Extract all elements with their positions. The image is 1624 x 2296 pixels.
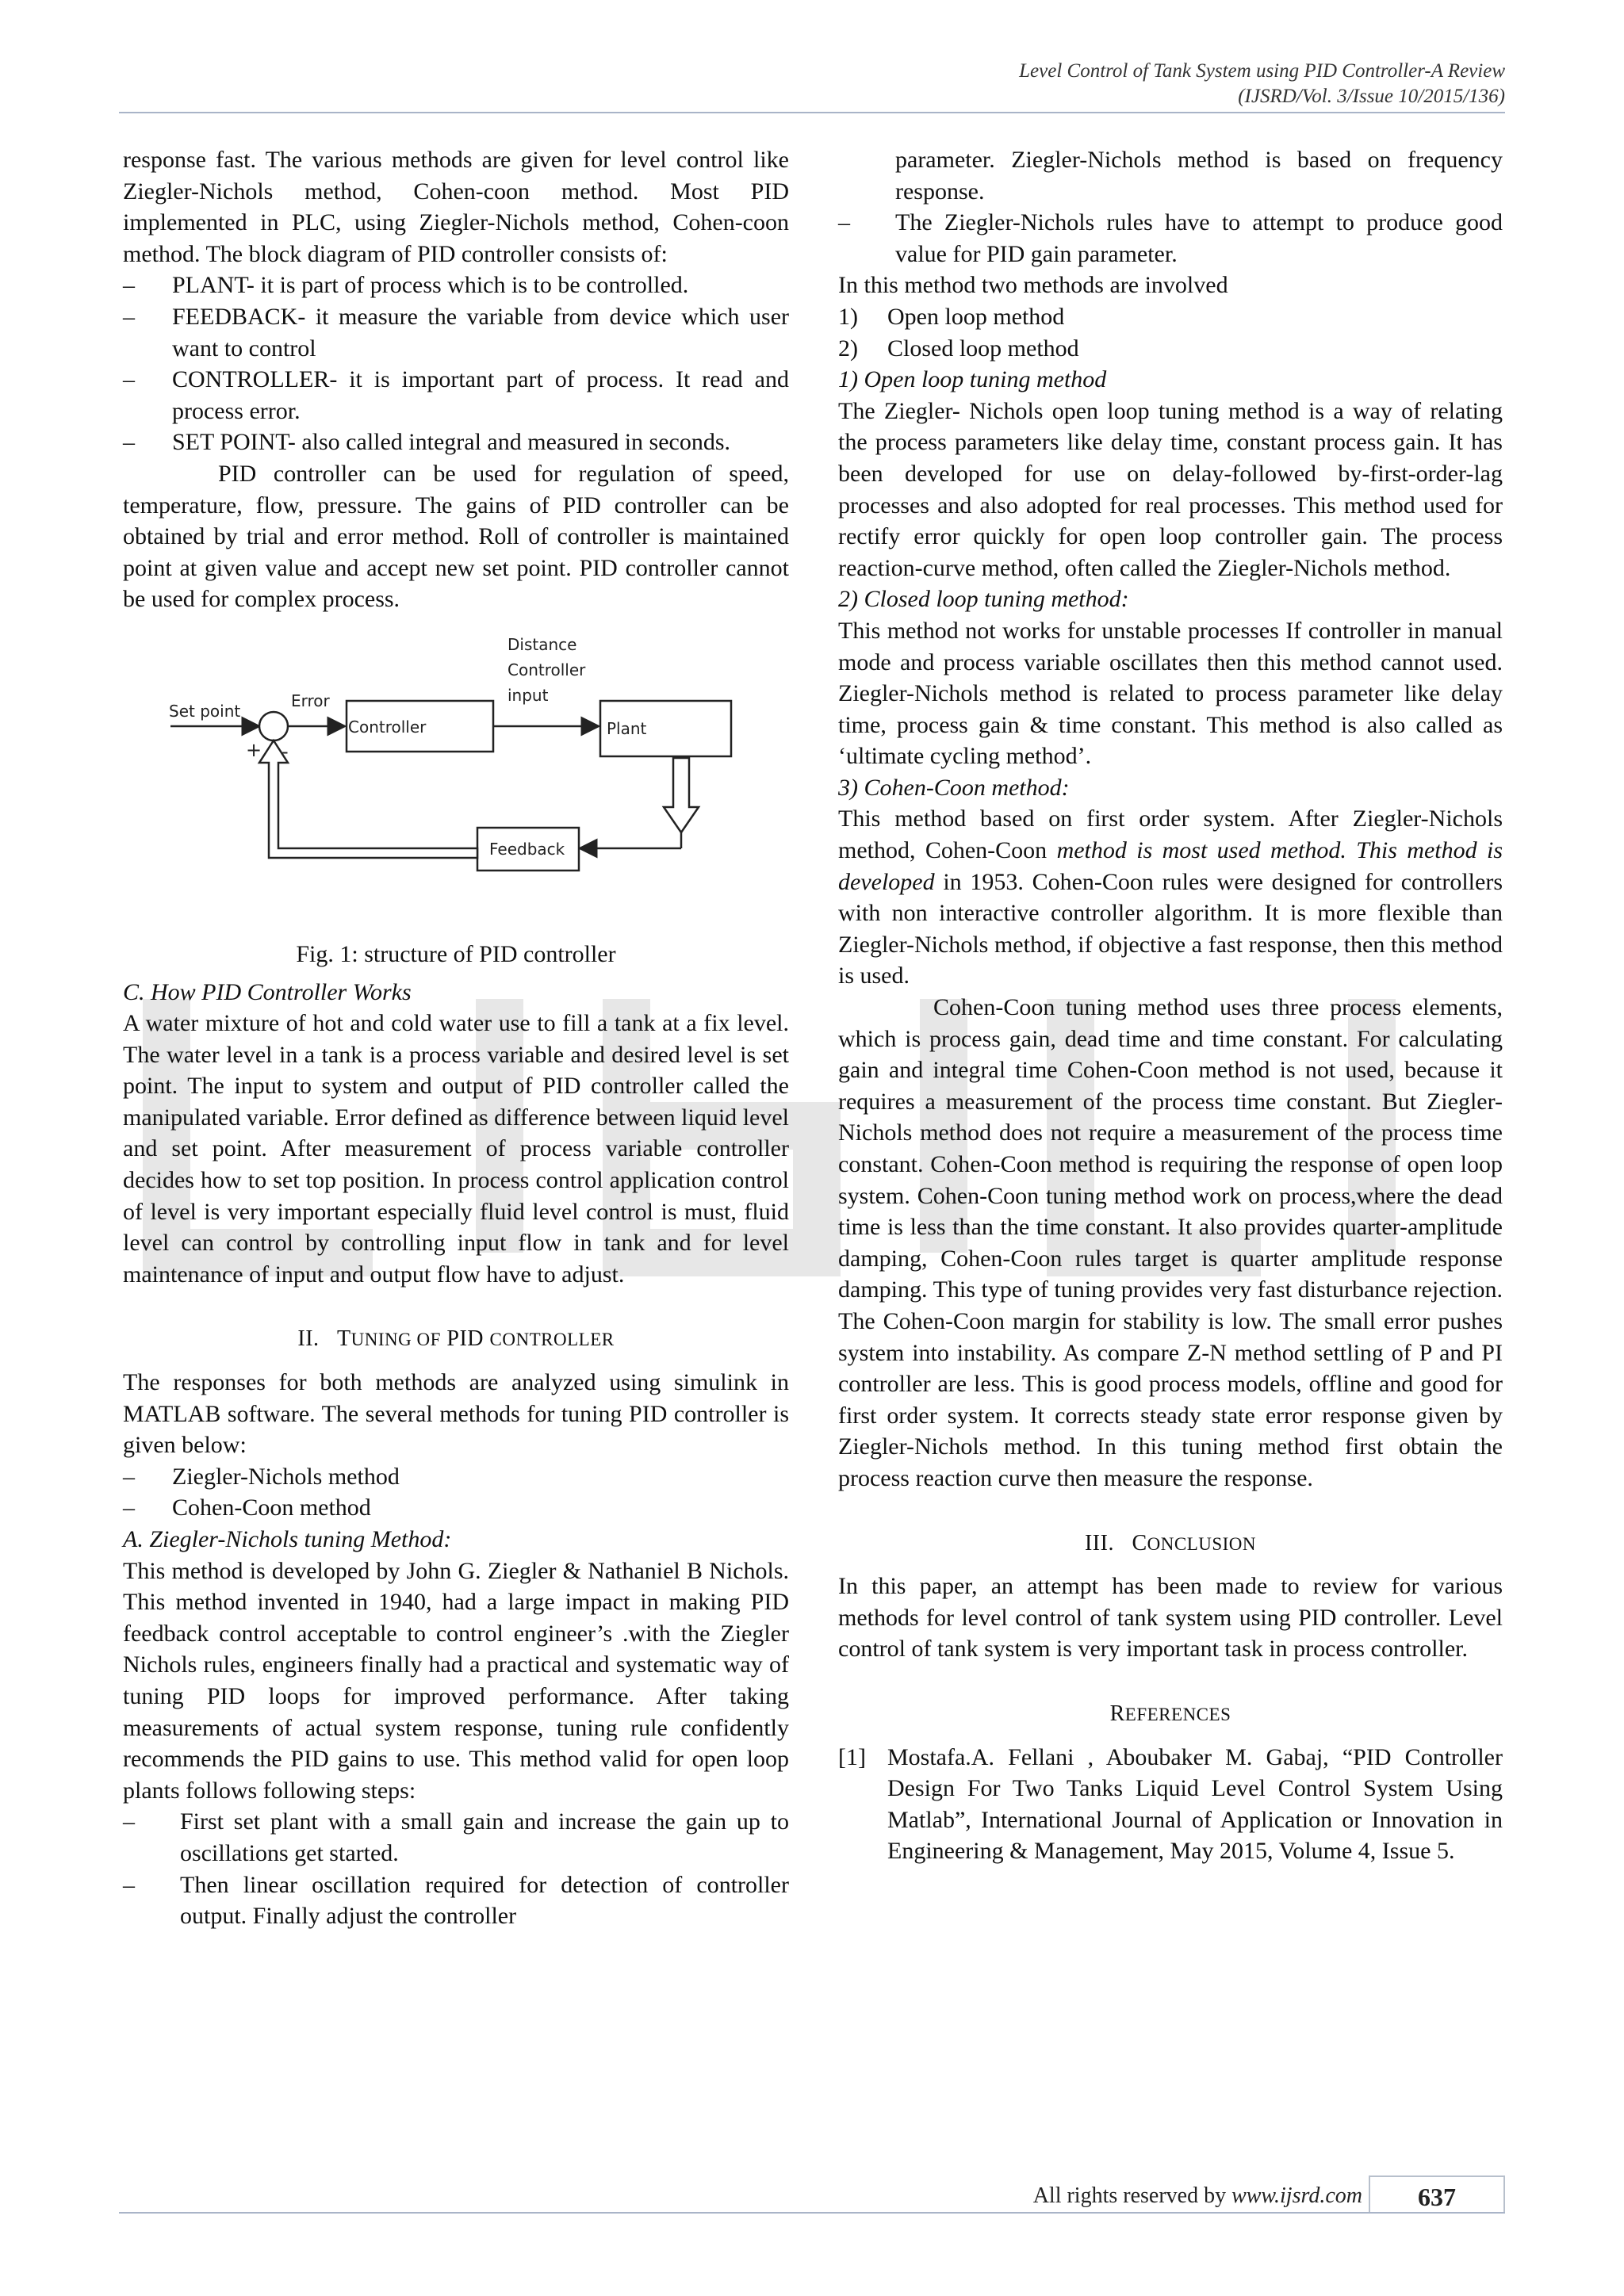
plant-output-arrow <box>664 758 699 832</box>
list-item: – PLANT- it is part of process which is to be controlled. <box>123 270 789 301</box>
disturbance-label-2: Controller <box>508 660 586 679</box>
list-item: – CONTROLLER- it is important part of process. It read and process error. <box>123 364 789 427</box>
list-item: – FEEDBACK- it measure the variable from device which user want to control <box>123 301 789 364</box>
subsection-heading: 3) Cohen-Coon method: <box>838 774 1070 801</box>
error-label: Error <box>291 691 330 710</box>
controller-label: Controller <box>348 717 427 737</box>
page-number: 637 <box>1369 2175 1505 2214</box>
list-item: – SET POINT- also called integral and measured in seconds. <box>123 427 789 458</box>
list-item: – Ziegler-Nichols method <box>123 1461 789 1493</box>
paragraph-continued: parameter. Ziegler-Nichols method is based on frequency response. <box>895 147 1503 205</box>
subsection-heading: 1) Open loop tuning method <box>838 366 1107 393</box>
paragraph: In this method two methods are involved <box>838 272 1228 299</box>
paragraph: The responses for both methods are analyzed using simulink in MATLAB software. The several methods for tuning PID controller is given below: <box>123 1369 789 1459</box>
minus-sign: - <box>282 740 289 763</box>
paragraph: This method based on first order system. After Ziegler-Nichols method, Cohen-Coon method is most used method. This method is developed in 1953. Cohen-Coon rules were designed for controllers with non interactive controller algorithm. It is more flexible than Ziegler-Nichols method, if objective a fast response, then this method is used. <box>838 806 1503 989</box>
page-footer <box>119 2175 1505 2214</box>
paragraph: response fast. The various methods are given for level control like Ziegler-Nichols method, Cohen-coon method. Most PID implemented in PLC, using Ziegler-Nichols method, Cohen-coon method. The block diagram of PID controller consists of: <box>123 147 789 267</box>
header-rule <box>119 112 1505 113</box>
left-column <box>123 144 789 1932</box>
list-item: 1) Open loop method <box>838 303 1065 330</box>
reference-item: [1] Mostafa.A. Fellani , Aboubaker M. Gabaj, “PID Controller Design For Two Tanks Liquid Level Control System Using Matlab”, International Journal of Application or Innovation in Engineering & Management, May 2015, Volume 4, Issue 5. <box>838 1743 1503 1865</box>
feedback-return-arrow <box>259 740 477 858</box>
feedback-label: Feedback <box>489 839 565 859</box>
list-item: 2) Closed loop method <box>838 335 1079 362</box>
paragraph: This method not works for unstable processes If controller in manual mode and process variable oscillates then this method cannot used. Ziegler-Nichols method is related to process parameter like delay time, process gain & time constant. This method is also called as ‘ultimate cycling method’. <box>838 617 1503 770</box>
paragraph: In this paper, an attempt has been made to review for various methods for level control of tank system using PID controller. Level control of tank system is very important task in process controller. <box>838 1573 1503 1663</box>
disturbance-label-1: Distance <box>508 637 577 654</box>
right-column <box>838 144 1503 1867</box>
footer-rule <box>119 2212 1505 2214</box>
plus-sign: + <box>246 738 262 761</box>
subsection-heading: A. Ziegler-Nichols tuning Method: <box>123 1526 452 1552</box>
disturbance-label-3: input <box>508 685 549 705</box>
list-item: – Then linear oscillation required for detection of controller output. Finally adjust the controller <box>123 1869 789 1932</box>
summing-junction <box>259 712 288 740</box>
header-citation: (IJSRD/Vol. 3/Issue 10/2015/136) <box>1238 86 1505 107</box>
list-item: – Cohen-Coon method <box>123 1492 789 1524</box>
paragraph: PID controller can be used for regulation of speed, temperature, flow, pressure. The gains of PID controller can be obtained by trial and error method. Roll of controller is maintained point at given value and accept new set point. PID controller cannot be used for complex process. <box>123 460 789 613</box>
section-heading-tuning: II. TUNING OF PID CONTROLLER <box>297 1326 615 1352</box>
pid-block-diagram <box>123 637 789 939</box>
footer-rights: All rights reserved by www.ijsrd.com <box>1032 2183 1362 2208</box>
list-item: – First set plant with a small gain and increase the gain up to oscillations get started. <box>123 1806 789 1869</box>
figure-caption: Fig. 1: structure of PID controller <box>296 940 616 967</box>
section-heading-references: REFERENCES <box>1109 1701 1231 1726</box>
paragraph: A water mixture of hot and cold water use to fill a tank at a fix level. The water level in a tank is a process variable and desired level is set point. The input to system and output of PID controller called the manipulated variable. Error defined as difference between liquid level and set point. After measurement of process variable controller decides how to set top position. In process control application control of level is very important especially fluid level control is must, fluid level can control by controlling input flow in tank and for level maintenance of input and output flow have to adjust. <box>123 1010 789 1288</box>
set-point-label: Set point <box>169 701 241 721</box>
plant-label: Plant <box>607 718 647 738</box>
pid-block-diagram-svg <box>123 637 789 939</box>
subsection-heading: C. How PID Controller Works <box>123 978 412 1005</box>
paragraph: This method is developed by John G. Ziegler & Nathaniel B Nichols. This method invented in 1940, had a large impact in making PID feedback control acceptable to control engineer’s .with the Ziegler Nichols rules, engineers finally had a practical and systematic way of tuning PID loops for improved performance. After taking measurements of actual system response, tuning rule confidently recommends the PID gains to use. This method valid for open loop plants follows following steps: <box>123 1557 789 1804</box>
paragraph: The Ziegler- Nichols open loop tuning method is a way of relating the process parameters like delay time, constant process gain. It has been developed for use on delay-followed by-first-order-lag processes and also adopted for real processes. This method used for rectify error quickly for open loop controller gain. The process reaction-curve method, often called the Ziegler-Nichols method. <box>838 397 1503 581</box>
subsection-heading: 2) Closed loop tuning method: <box>838 586 1129 613</box>
section-heading-conclusion: III. CONCLUSION <box>1084 1530 1257 1556</box>
paragraph: Cohen-Coon tuning method uses three process elements, which is process gain, dead time and time constant. For calculating gain and integral time Cohen-Coon method is not used, because it requires a measurement of the process time constant. But Ziegler-Nichols method does not require a measurement of the process time constant. Cohen-Coon method is requiring the response of open loop system. Cohen-Coon tuning method work on process,where the dead time is less than the time constant. It also provides quarter-amplitude damping, Cohen-Coon rules target is quarter amplitude response damping. This type of tuning provides very fast disturbance rejection. The Cohen-Coon margin for stability is low. The small error pushes system into instability. As compare Z-N method settling of P and PI controller are less. This is good process models, offline and good for first order system. It corrects steady state error response given by Ziegler-Nichols method. In this tuning method first obtain the process reaction curve then measure the response. <box>838 994 1503 1491</box>
running-header <box>1019 59 1505 109</box>
footer-site-link[interactable]: www.ijsrd.com <box>1231 2183 1362 2208</box>
header-title: Level Control of Tank System using PID Controller-A Review <box>1019 60 1505 82</box>
list-item: – The Ziegler-Nichols rules have to attempt to produce good value for PID gain parameter. <box>838 207 1503 270</box>
